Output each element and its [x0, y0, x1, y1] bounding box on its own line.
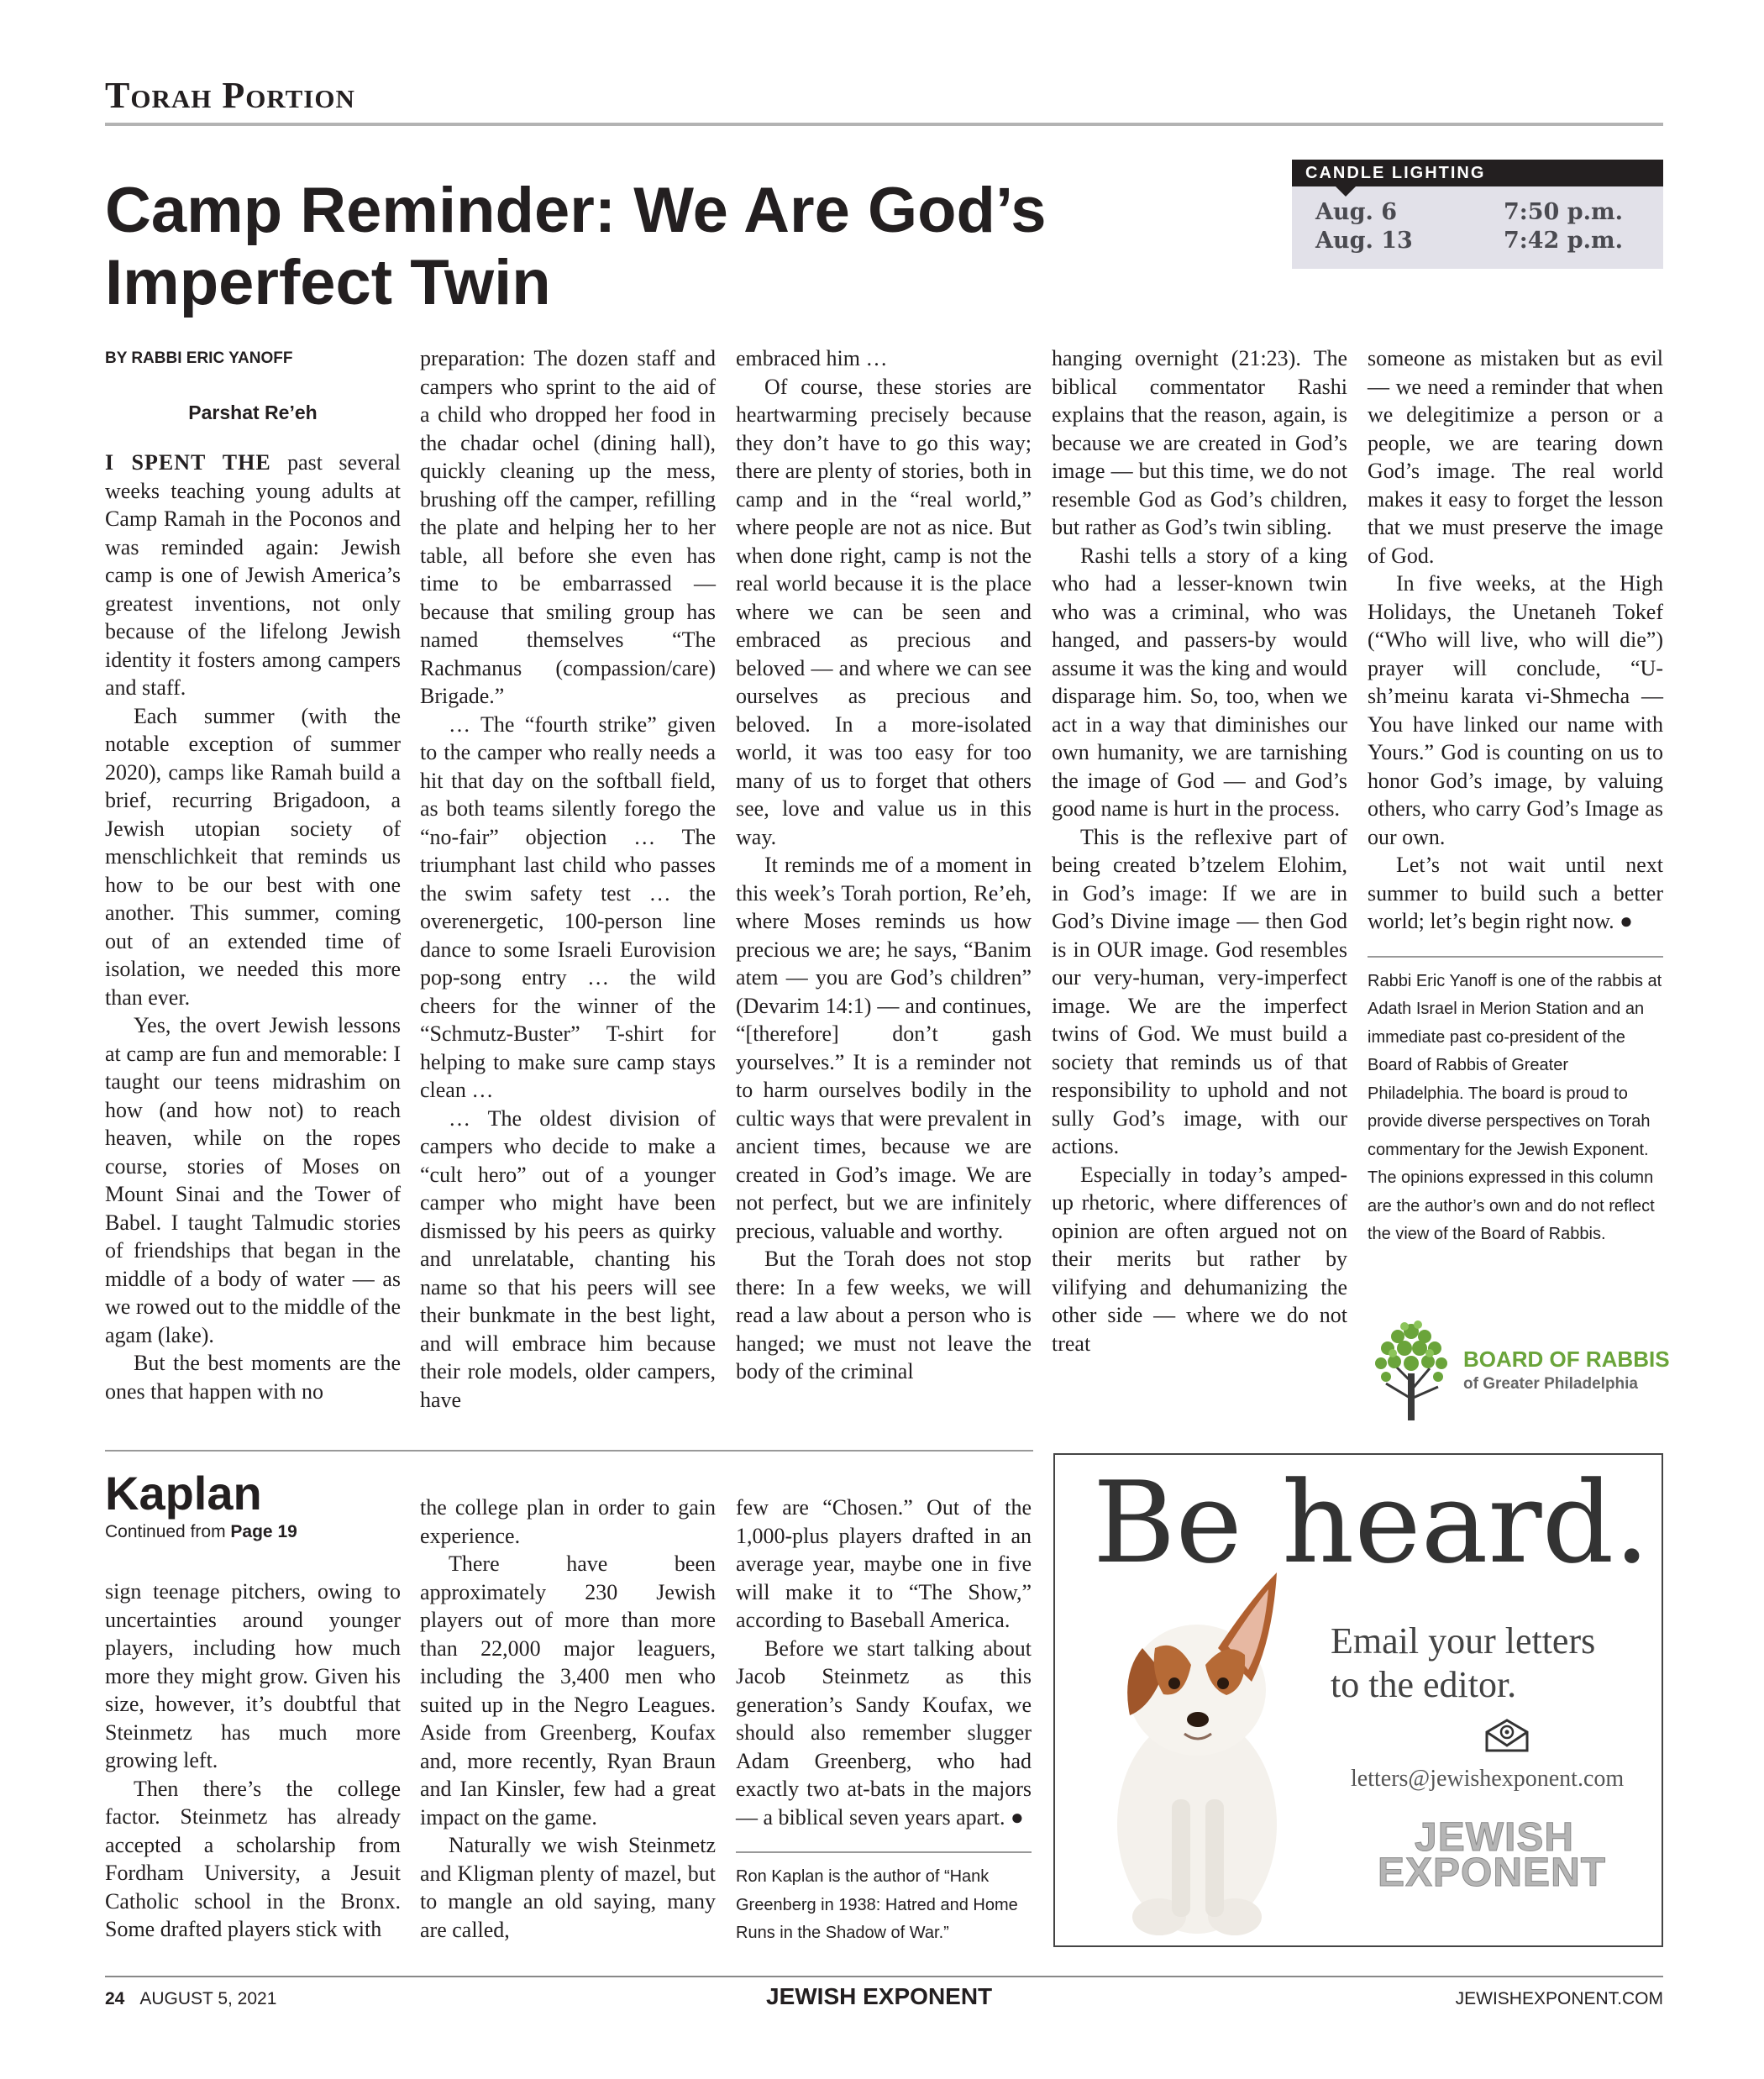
- kaplan-title: Kaplan: [105, 1467, 262, 1520]
- lead-in: I SPENT THE: [105, 450, 271, 475]
- article-paragraph: It reminds me of a moment in this week’s Torah portion, Re’eh, where Moses reminds us how precious we are; he says, “Banim atem — you are God’s children” (Devarim 14:1) — and continues, “[therefore] don’t gash yourselves.” It is a reminder not to harm ourselves bodily in the cultic ways that were prevalent in ancient times, because we are created in God’s image. We are not perfect, but we are infinitely precious, valuable and worthy.: [736, 853, 1032, 1243]
- article-paragraph: sign teenage pitchers, owing to uncertainties around younger players, including how much more they might grow. Given his size, however, it’s doubtful that Steinmetz has much more growing left.: [105, 1579, 401, 1772]
- article-paragraph: the college plan in order to gain experience.: [420, 1495, 716, 1548]
- article-paragraph: Rashi tells a story of a king who had a lesser-known twin who was a criminal, who was hanged, and passers-by would assume it was the king and would disparage him. So, too, when we act in a way that diminishes our own humanity, we are tarnishing the image of God — and God’s good name is hurt in the process.: [1052, 543, 1347, 821]
- footer-website[interactable]: JEWISHEXPONENT.COM: [1455, 1989, 1663, 2008]
- kaplan-column-3: [736, 1494, 1032, 1948]
- article-column-4: [1052, 344, 1347, 1357]
- candle-date: Aug. 6: [1315, 199, 1398, 225]
- kaplan-author-bio: Ron Kaplan is the author of “Hank Greenberg in 1938: Hatred and Home Runs in the Shadow of War.”: [736, 1851, 1032, 1948]
- ad-message-line-2: to the editor.: [1331, 1664, 1517, 1705]
- byline: BY RABBI ERIC YANOFF: [105, 349, 293, 367]
- article-paragraph: Then there’s the college factor. Steinmetz has already accepted a scholarship from Fordham University, a Jesuit Catholic school in the Bronx. Some drafted players stick with: [105, 1776, 401, 1941]
- article-paragraph: embraced him …: [736, 346, 888, 370]
- board-of-rabbis-logo: [1369, 1315, 1670, 1424]
- kaplan-column-2: [420, 1494, 716, 1944]
- section-header: [105, 74, 1663, 126]
- article-paragraph: Naturally we wish Steinmetz and Kligman plenty of mazel, but to mangle an old saying, many are called,: [420, 1833, 716, 1942]
- footer-left: [105, 1989, 276, 2009]
- envelope-at-icon: [1483, 1717, 1530, 1754]
- ad-email-link[interactable]: letters@jewishexponent.com: [1351, 1766, 1625, 1792]
- article-column-1: [105, 344, 401, 1405]
- author-bio: Rabbi Eric Yanoff is one of the rabbis at Adath Israel in Merion Station and an immediate past co-president of the Board of Rabbis of Greater Philadelphia. The board is proud to provide diverse perspectives on Torah commentary for the Jewish Exponent. The opinions expressed in this column are the author’s own and do not reflect the view of the Board of Rabbis.: [1368, 956, 1663, 1249]
- article-paragraph: preparation: The dozen staff and campers who sprint to the aid of a child who dropped her food in the chadar ochel (dining hall), quickly cleaning up the mess, brushing off the camper, refilling the plate and helping her to her table, all before she even has time to be embarrassed — because that smiling group has named themselves “The Rachmanus (compassion/care) Brigade.”: [420, 346, 716, 708]
- candle-lighting-title: CANDLE LIGHTING: [1292, 160, 1663, 186]
- candle-row: [1292, 227, 1663, 255]
- headline-line-1: Camp Reminder: We Are God’s: [105, 175, 1047, 246]
- kaplan-column-1: [105, 1578, 401, 1944]
- article-paragraph: Each summer (with the notable exception of summer 2020), camps like Ramah build a brief, recurring Brigadoon, a Jewish utopian society of menschlichkeit that reminds us how to be our best with one another. This summer, coming out of an extended time of isolation, we needed this more than ever.: [105, 703, 401, 1010]
- ad-brand-line-1: JEWISH: [1415, 1815, 1575, 1860]
- article-paragraph: Of course, these stories are heartwarming precisely because they don’t have to go this way; there are plenty of stories, both in camp and in the “real world,” where people are not as nice. But when done right, camp is not the real world because it is the place where we can be seen and embraced as precious and beloved — and where we can see ourselves as precious and beloved. In a more-isolated world, it was too easy for too many of us to forget that others see, love and value us in this way.: [736, 374, 1032, 849]
- article-paragraph: hanging overnight (21:23). The biblical commentator Rashi explains that the reason, again, is because we are created in God’s image — but this time, we do not resemble God as God’s children, but rather as God’s twin sibling.: [1052, 346, 1347, 539]
- issue-date: AUGUST 5, 2021: [139, 1989, 277, 2008]
- be-heard-ad[interactable]: [1053, 1453, 1663, 1947]
- puppy-image: [1092, 1547, 1302, 1942]
- article-paragraph: This is the reflexive part of being created b’tzelem Elohim, in God’s image: If we are in God’s Divine image — then God is in OUR image. God resembles our very-human, very-imperfect image. We are the imperfect twins of God. We must build a society that reminds us of that responsibility to uphold and not sully God’s image, with our actions.: [1052, 824, 1347, 1158]
- article-paragraph: Yes, the overt Jewish lessons at camp are fun and memorable: I taught our teens midrashim on how (and how not) to reach heaven, while on the ropes course, stories of Moses on Mount Sinai and the Tower of Babel. I taught Talmudic stories of friendships that began in the middle of a body of water — as we rowed out to the middle of the agam (lake).: [105, 1013, 401, 1347]
- section-title: Torah Portion: [105, 75, 355, 116]
- candle-lighting-box: [1292, 160, 1663, 269]
- candle-row: [1292, 198, 1663, 227]
- page-number: 24: [105, 1989, 125, 2008]
- footer-publication: JEWISH EXPONENT: [766, 1983, 993, 2009]
- logo-subtitle: of Greater Philadelphia: [1463, 1375, 1638, 1393]
- article-headline: [105, 175, 1281, 319]
- article-paragraph: I SPENT THE past several weeks teaching young adults at Camp Ramah in the Poconos and was reminded again: Jewish camp is one of Jewish America’s greatest inventions, not only because of the lifelong Jewish identity it fosters among campers and staff.: [105, 450, 401, 700]
- ad-headline-be: Be: [1093, 1457, 1242, 1588]
- continued-from: Continued from Page 19: [105, 1522, 297, 1541]
- article-paragraph: Before we start talking about Jacob Steinmetz as this generation’s Sandy Koufax, we should also remember slugger Adam Greenberg, who had exactly two at-bats in the majors — a biblical seven years apart. ●: [736, 1635, 1032, 1830]
- headline-line-2: Imperfect Twin: [105, 247, 551, 318]
- ad-brand-line-2: EXPONENT: [1378, 1851, 1607, 1895]
- article-column-3: [736, 344, 1032, 1386]
- candle-date: Aug. 13: [1315, 228, 1413, 254]
- article-paragraph: But the best moments are the ones that happen with no: [105, 1351, 401, 1404]
- article-paragraph: There have been approximately 230 Jewish players out of more than more than 22,000 major leaguers, including the 3,400 men who suited up in the Negro Leagues. Aside from Greenberg, Koufax and, more recently, Ryan Braun and Ian Kinsler, few had a great impact on the game.: [420, 1551, 716, 1830]
- article-paragraph: … The oldest division of campers who decide to make a “cult hero” out of a younger camper who might have been dismissed by his peers as quirky and unrelatable, chanting his name so that his peers will see their bunkmate in the best light, and will embrace him because their role models, older campers, have: [420, 1105, 716, 1412]
- parsha-name: Parshat Re’eh: [188, 402, 318, 423]
- footer-rule: [105, 1976, 1663, 1977]
- article-column-2: [420, 344, 716, 1414]
- article-paragraph: Especially in today’s amped-up rhetoric, where differences of opinion are often argued not on their merits but rather by vilifying and dehumanizing the other side — where we do not treat: [1052, 1162, 1347, 1356]
- article-paragraph: … The “fourth strike” given to the camper who really needs a hit that day on the softball field, as both teams silently forego the “no-fair” objection … The triumphant last child who passes the swim safety test … the overenergetic, 100-person line dance to some Israeli Eurovision pop-song entry … the wild cheers for the winner of the “Schmutz-Buster” T-shirt for helping to make sure camp stays clean …: [420, 711, 716, 1102]
- continued-page: Page 19: [230, 1522, 297, 1541]
- ad-headline-heard: heard.: [1282, 1457, 1650, 1588]
- article-paragraph: In five weeks, at the High Holidays, the Unetaneh Tokef (“Who will live, who will die”) prayer will conclude, “U-sh’meinu karata vi-Shmecha — You have linked our name with Yours.” God is counting on us to honor God’s image, by valuing others, who carry God’s Image as our own.: [1368, 571, 1663, 849]
- article-paragraph: someone as mistaken but as evil — we need a reminder that when we delegitimize a person or a people, we are tearing down God’s image. The real world makes it easy to forget the lesson that we must preserve the image of God.: [1368, 346, 1663, 568]
- section-divider: [105, 1450, 1033, 1452]
- ad-message-line-1: Email your letters: [1331, 1620, 1596, 1662]
- article-column-5: [1368, 344, 1663, 1249]
- logo-title: BOARD OF RABBIS: [1463, 1347, 1670, 1372]
- candle-time: 7:42 p.m.: [1504, 228, 1623, 254]
- article-paragraph: few are “Chosen.” Out of the 1,000-plus players drafted in an average year, maybe one in five will make it to “The Show,” according to Baseball America.: [736, 1495, 1032, 1632]
- candle-time: 7:50 p.m.: [1504, 199, 1623, 225]
- article-paragraph: But the Torah does not stop there: In a few weeks, we will read a law about a person who is hanged; we must not leave the body of the criminal: [736, 1247, 1032, 1383]
- article-paragraph: Let’s not wait until next summer to build such a better world; let’s begin right now. ●: [1368, 853, 1663, 933]
- tree-icon: [1369, 1315, 1453, 1424]
